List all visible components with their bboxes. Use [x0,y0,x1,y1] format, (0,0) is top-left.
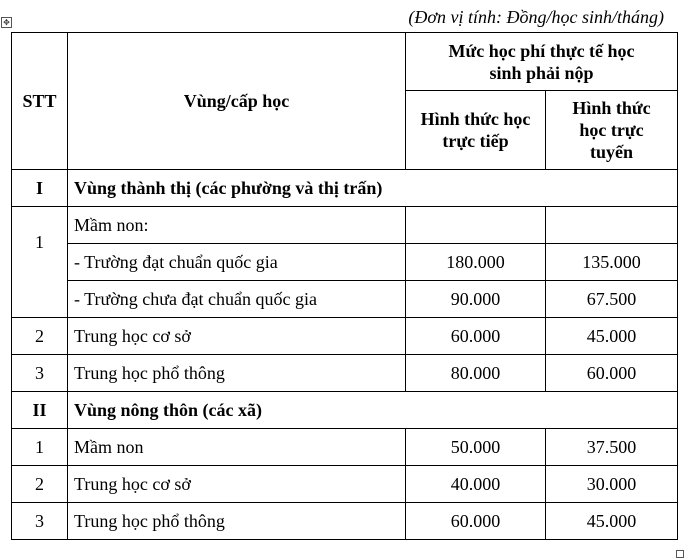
row-online-fee: 45.000 [546,503,678,540]
section-index: I [12,170,68,207]
row-stt: 1 [12,207,68,318]
section-row-rural [12,392,678,429]
row-in-person-fee [406,207,546,244]
row-online-fee: 30.000 [546,466,678,503]
row-stt: 3 [12,355,68,392]
row-label: - Trường chưa đạt chuẩn quốc gia [68,281,406,318]
row-online-fee: 67.500 [546,281,678,318]
row-online-fee: 37.500 [546,429,678,466]
row-online-fee [546,207,678,244]
tuition-fee-table [11,32,678,540]
table-row [12,466,678,503]
section-title: Vùng nông thôn (các xã) [68,392,678,429]
row-in-person-fee: 50.000 [406,429,546,466]
section-row-urban [12,170,678,207]
row-in-person-fee: 60.000 [406,318,546,355]
table-row [12,429,678,466]
row-stt: 1 [12,429,68,466]
table-row [12,355,678,392]
row-in-person-fee: 60.000 [406,503,546,540]
section-index: II [12,392,68,429]
row-in-person-fee: 90.000 [406,281,546,318]
header-stt: STT [12,33,68,170]
header-in-person: Hình thức học trực tiếp [406,91,546,170]
row-label: Mầm non: [68,207,406,244]
row-online-fee: 45.000 [546,318,678,355]
row-label: Mầm non [68,429,406,466]
row-in-person-fee: 40.000 [406,466,546,503]
row-online-fee: 60.000 [546,355,678,392]
row-stt: 2 [12,466,68,503]
section-title: Vùng thành thị (các phường và thị trấn) [68,170,678,207]
row-stt: 2 [12,318,68,355]
table-row [12,281,678,318]
row-in-person-fee: 180.000 [406,244,546,281]
table-row [12,318,678,355]
header-region-level: Vùng/cấp học [68,33,406,170]
row-label: - Trường đạt chuẩn quốc gia [68,244,406,281]
row-label: Trung học phổ thông [68,503,406,540]
row-label: Trung học phổ thông [68,355,406,392]
table-row [12,207,678,244]
row-stt: 3 [12,503,68,540]
header-actual-fee: Mức học phí thực tế học sinh phải nộp [406,33,678,91]
row-online-fee: 135.000 [546,244,678,281]
header-online: Hình thức học trực tuyến [546,91,678,170]
row-in-person-fee: 80.000 [406,355,546,392]
table-row [12,244,678,281]
table-move-handle-icon[interactable]: ✥ [1,17,12,28]
header-row-1 [12,33,678,91]
table-resize-handle[interactable] [676,550,684,558]
row-label: Trung học cơ sở [68,466,406,503]
row-label: Trung học cơ sở [68,318,406,355]
unit-note: (Đơn vị tính: Đồng/học sinh/tháng) [408,7,664,27]
table-row [12,503,678,540]
